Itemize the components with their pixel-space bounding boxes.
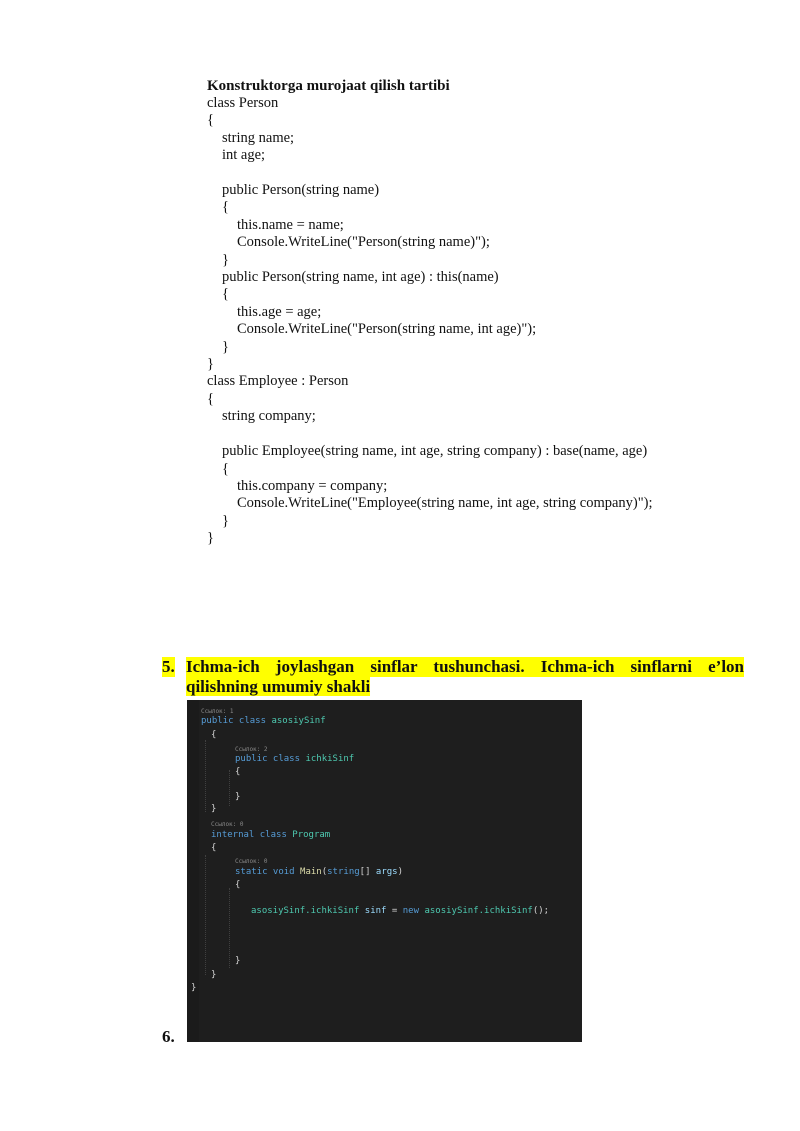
reference-count: Ссылок: 0 — [235, 858, 268, 865]
code-line: public Employee(string name, int age, string company) : base(name, age) — [222, 443, 648, 460]
code-line-class-ichkisinf: public class ichkiSinf — [235, 754, 355, 764]
code-line: string company; — [222, 408, 316, 425]
code-line-brace: { — [211, 730, 217, 740]
code-line: this.name = name; — [237, 216, 344, 233]
reference-count: Ссылок: 0 — [211, 821, 244, 828]
code-line: } — [222, 251, 229, 268]
reference-count: Ссылок: 1 — [201, 708, 234, 715]
code-line: } — [207, 356, 214, 373]
code-line: { — [222, 199, 229, 216]
code-line: class Employee : Person — [207, 373, 349, 390]
code-line-brace: } — [211, 804, 217, 814]
section-heading: Konstruktorga murojaat qilish tartibi — [207, 78, 450, 94]
code-line-brace: { — [235, 880, 241, 890]
code-line: { — [207, 390, 214, 407]
section-5 — [162, 657, 744, 697]
section-title-line-1: Ichma-ich joylashgan sinflar tushunchasi. Ichma-ich sinflarni e’lon — [186, 657, 744, 676]
code-line: { — [222, 286, 229, 303]
code-line: int age; — [222, 147, 266, 164]
code-line-class-asosiysinf: public class asosiySinf — [201, 716, 326, 726]
code-line: string name; — [222, 129, 295, 146]
code-line-brace: } — [191, 983, 197, 993]
code-line-class-program: internal class Program — [211, 830, 331, 840]
code-line: Console.WriteLine("Person(string name)"); — [237, 234, 490, 251]
code-line-brace: { — [235, 767, 241, 777]
code-line: } — [207, 530, 214, 547]
section-6-number: 6. — [162, 1027, 175, 1046]
reference-count: Ссылок: 2 — [235, 746, 268, 753]
code-line: } — [222, 512, 229, 529]
code-line: class Person — [207, 95, 279, 111]
section-title-line-2: qilishning umumiy shakli — [186, 677, 371, 696]
code-line: } — [222, 338, 229, 355]
constructor-code-block — [207, 78, 727, 548]
section-number: 5. — [162, 657, 175, 676]
ide-code-screenshot — [187, 700, 582, 1042]
code-line: this.company = company; — [237, 477, 388, 494]
code-line: { — [222, 460, 229, 477]
code-line — [207, 426, 727, 443]
code-line — [207, 165, 727, 182]
code-line: public Person(string name, int age) : this(name) — [222, 269, 499, 286]
code-line: public Person(string name) — [222, 182, 380, 199]
code-line: Console.WriteLine("Employee(string name, int age, string company)"); — [237, 495, 653, 512]
code-line: { — [207, 112, 214, 129]
code-lines — [207, 95, 727, 548]
code-line-brace: } — [235, 956, 241, 966]
code-line-brace: { — [211, 843, 217, 853]
code-line: Console.WriteLine("Person(string name, int age)"); — [237, 321, 537, 338]
code-line-brace: } — [235, 792, 241, 802]
code-line-brace: } — [211, 970, 217, 980]
code-line: this.age = age; — [237, 303, 322, 320]
code-line-instantiation: asosiySinf.ichkiSinf sinf = new asosiySinf.ichkiSinf(); — [251, 906, 550, 916]
code-line-main: static void Main(string[] args) — [235, 867, 404, 877]
